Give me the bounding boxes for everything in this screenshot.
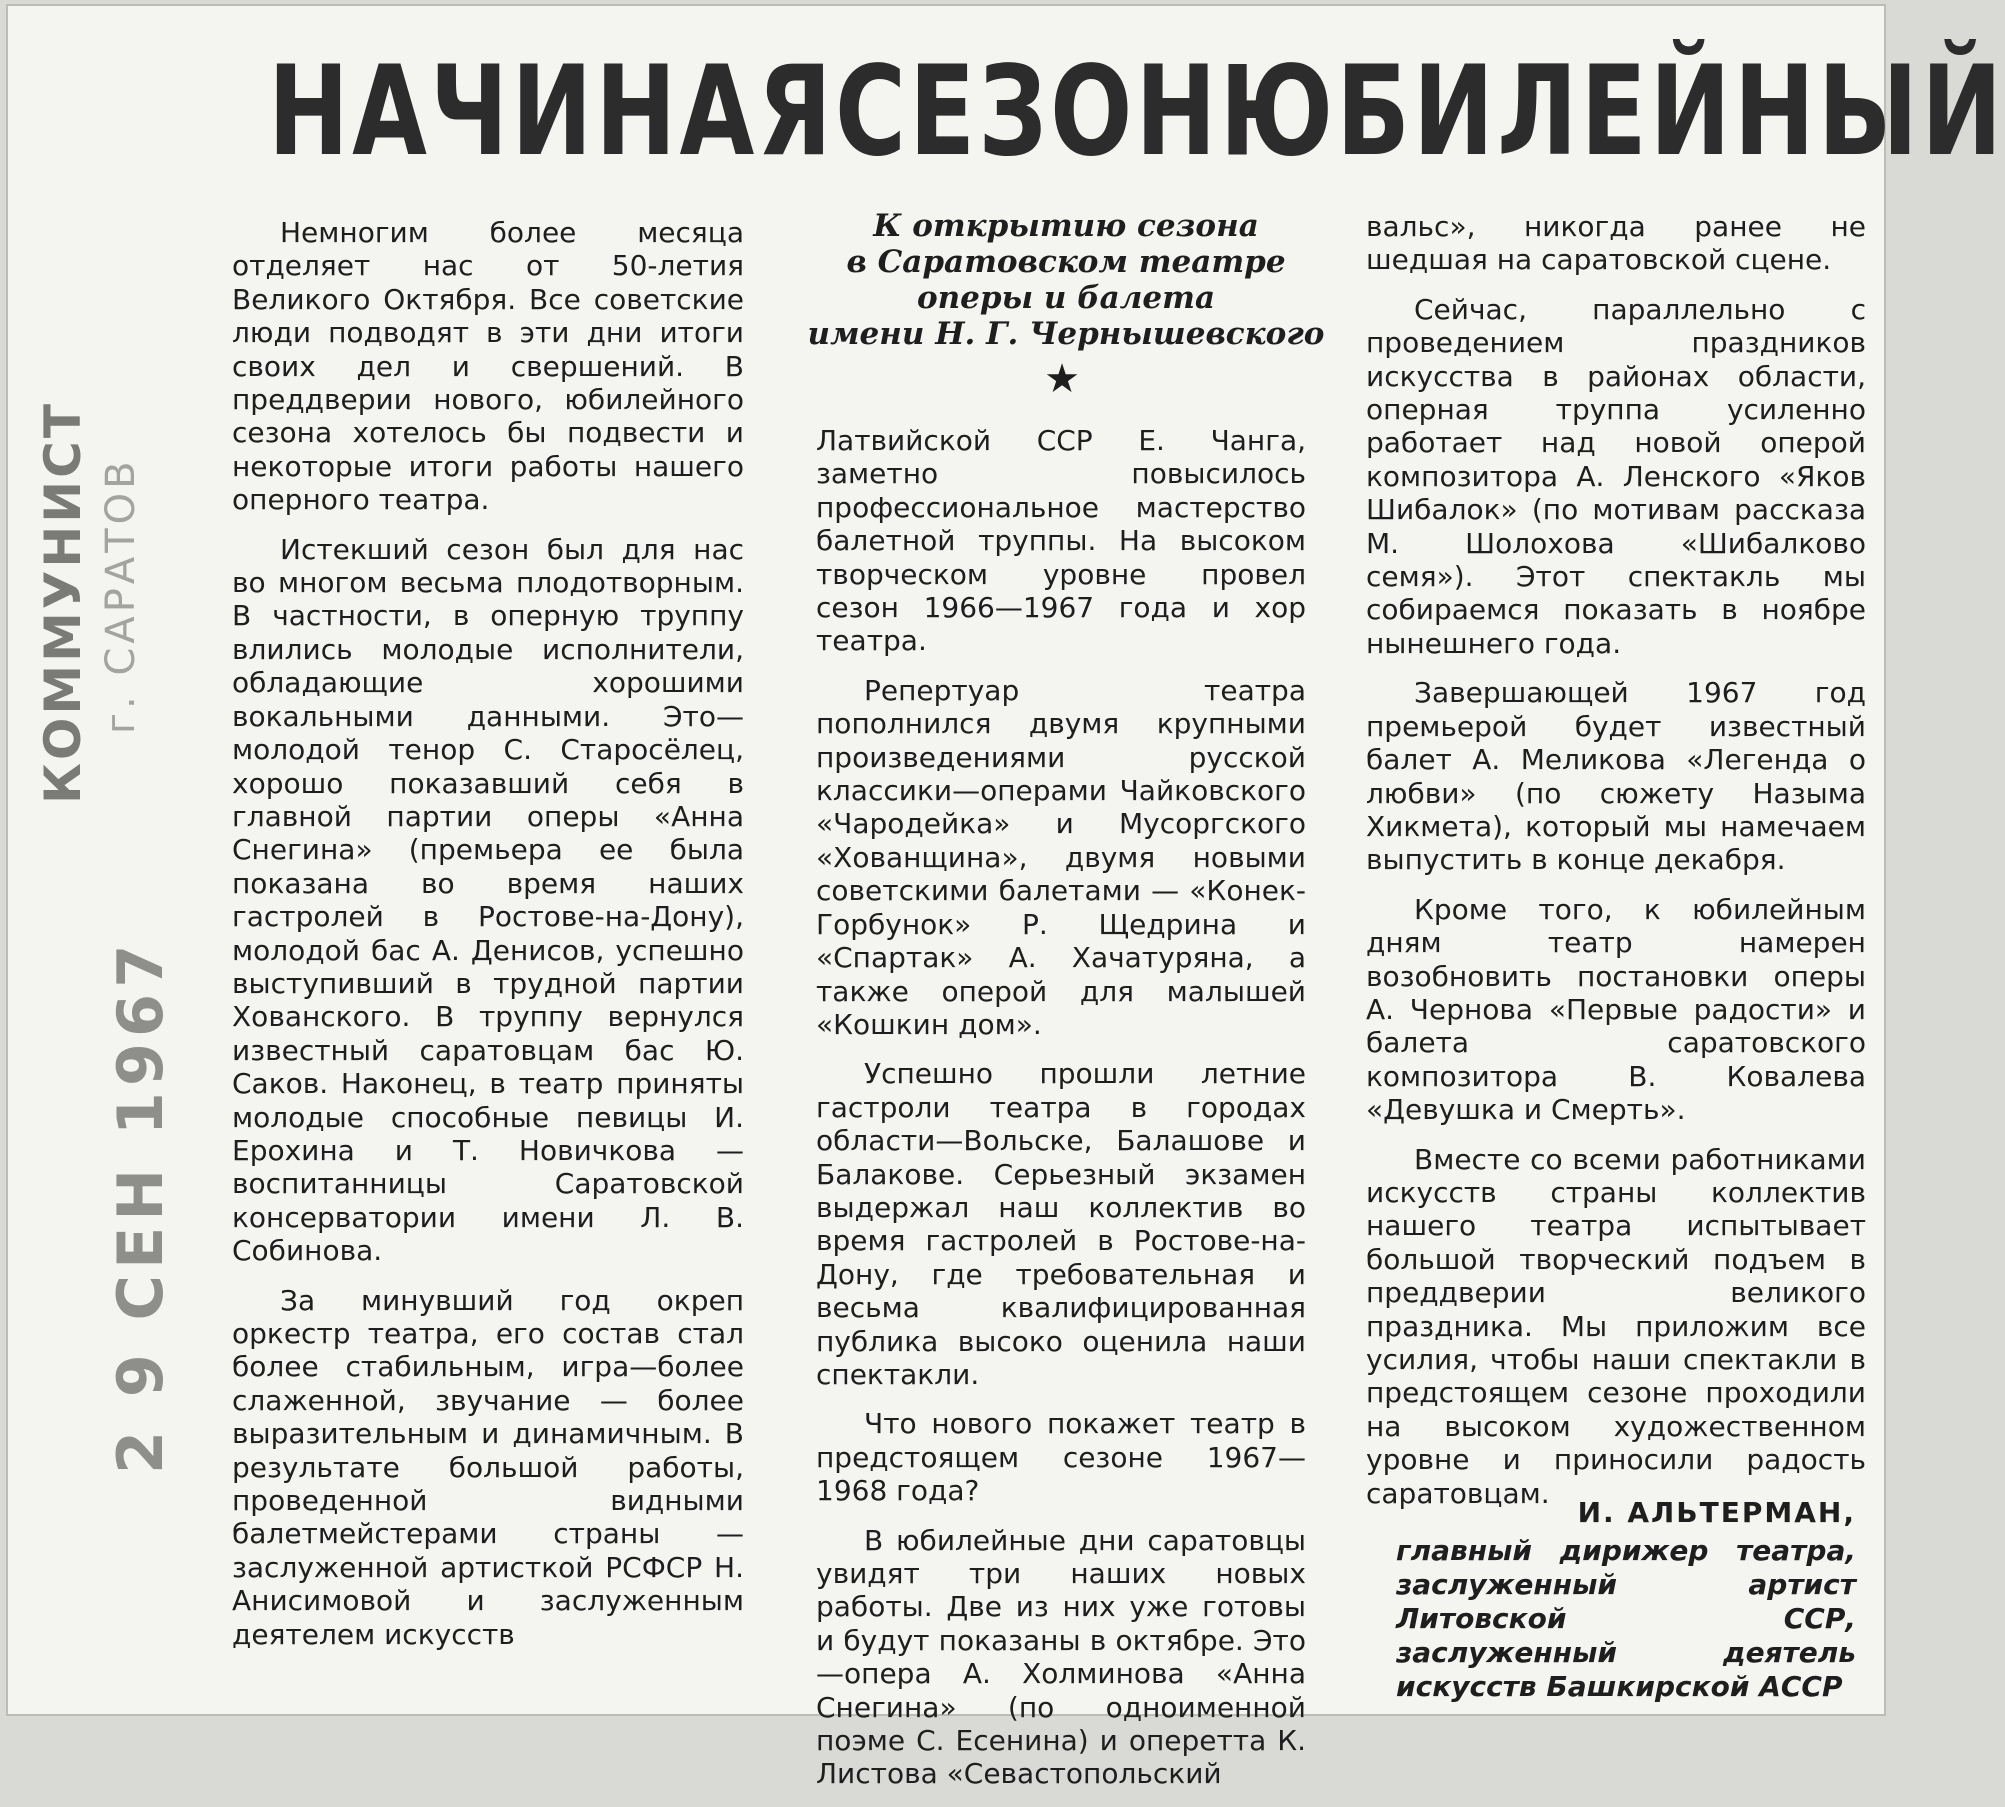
paragraph: Успешно прошли летние гастроли театра в городах области—Вольске, Балашове и Балакове. Серьезный экзамен выдержал наш коллектив во время гастролей в Ростове-на-Дону, где требовательная и весьма квалифицированная публика высоко оценила наши спектакли. — [816, 1057, 1306, 1391]
headline-word-1: НАЧИНАЯ — [268, 40, 836, 184]
stamp-newspaper-name: КОММУНИСТ — [34, 401, 92, 804]
author-name: И. АЛЬТЕРМАН, — [1577, 1496, 1856, 1529]
stamp-city: г. САРАТОВ — [98, 457, 144, 734]
headline-word-3: ЮБИЛЕЙНЫЙ — [1219, 40, 2005, 184]
article-column-3 — [1366, 210, 1866, 1526]
article-column-2 — [816, 424, 1306, 1807]
paragraph: Истекший сезон был для нас во многом весьма плодотворным. В частности, в оперную труппу влились молодые исполнители, обладающие хорошими вокальными данными. Это—молодой тенор С. Старосёлец, хорошо показавший себя в главной партии оперы «Анна Снегина» (премьера ее была показана во время наших гастролей в Ростове-на-Дону), молодой бас А. Денисов, успешно выступивший в трудной партии Хованского. В труппу вернулся известный саратовцам бас Ю. Саков. Наконец, в театр приняты молодые способные певицы И. Ерохина и Т. Новичкова — воспитанницы Саратовской консерватории имени Л. В. Собинова. — [232, 532, 744, 1268]
article-column-1 — [232, 216, 744, 1667]
paragraph: Завершающей 1967 год премьерой будет известный балет А. Меликова «Легенда о любви» (по сюжету Назыма Хикмета), который мы намечаем выпустить в конце декабря. — [1366, 676, 1866, 877]
paragraph: Сейчас, параллельно с проведением праздников искусства в районах области, оперная труппа усиленно работает над новой оперой композитора А. Ленского «Яков Шибалок» (по мотивам рассказа М. Шолохова «Шибалково семя»). Этот спектакль мы собираемся показать в ноябре нынешнего года. — [1366, 292, 1866, 660]
subheading-line: оперы и балета — [916, 280, 1216, 316]
paragraph: В юбилейные дни саратовцы увидят три наших новых работы. Две из них уже готовы и будут показаны в октябре. Это—опера А. Холминова «Анна Снегина» (по одноименной поэме С. Есенина) и оперетта К. Листова «Севастопольский — [816, 1523, 1306, 1791]
author-title: главный дирижер театра, заслуженный артист Литовской ССР, заслуженный деятель искусств Башкирской АССР — [1396, 1534, 1856, 1703]
paragraph-continuation: вальс», никогда ранее не шедшая на саратовской сцене. — [1366, 210, 1866, 277]
stamp-date: 2 9 СЕН 1967 — [104, 938, 177, 1474]
subheading-line: имени Н. Г. Чернышевского — [807, 316, 1325, 352]
star-ornament-icon: ★ — [1044, 356, 1080, 402]
paragraph: Немногим более месяца отделяет нас от 50-летия Великого Октября. Все советские люди подводят в эти дни итоги своих дел и свершений. В преддверии нового, юбилейного сезона хотелось бы подвести и некоторые итоги работы нашего оперного театра. — [232, 216, 744, 517]
subheading-line: в Саратовском театре — [846, 244, 1286, 280]
paragraph: За минувший год окреп оркестр театра, его состав стал более стабильным, игра—более слаженной, звучание — более выразительным и динамичным. В результате большой работы, проведенной видными балетмейстерами страны — заслуженной артисткой РСФСР Н. Анисимовой и заслуженным деятелем искусств — [232, 1283, 744, 1651]
newspaper-clipping — [6, 4, 2005, 1791]
article-subheading — [796, 208, 1336, 352]
paragraph-continuation: Латвийской ССР Е. Чанга, заметно повысилось профессиональное мастерство балетной труппы. На высоком творческом уровне провел сезон 1966—1967 года и хор театра. — [816, 424, 1306, 658]
paragraph: Кроме того, к юбилейным дням театр намерен возобновить постановки оперы А. Чернова «Первые радости» и балета саратовского композитора В. Ковалева «Девушка и Смерть». — [1366, 892, 1866, 1127]
paragraph: Что нового покажет театр в предстоящем сезоне 1967—1968 года? — [816, 1407, 1306, 1508]
article-headline — [268, 40, 2005, 184]
paragraph: Вместе со всеми работниками искусств страны коллектив нашего театра испытывает большой творческий подъем в преддверии великого праздника. Мы приложим все усилия, чтобы наши спектакли в предстоящем сезоне проходили на высоком художественном уровне и приносили радость саратовцам. — [1366, 1142, 1866, 1510]
author-signature — [1396, 1496, 1856, 1704]
headline-word-2: СЕЗОН — [835, 40, 1220, 184]
paragraph: Репертуар театра пополнился двумя крупными произведениями русской классики—операми Чайковского «Чародейка» и Мусоргского «Хованщина», двумя новыми советскими балетами — «Конек-Горбунок» Р. Щедрина и «Спартак» А. Хачатуряна, а также оперой для малышей «Кошкин дом». — [816, 673, 1306, 1041]
subheading-line: К открытию сезона — [873, 208, 1259, 244]
